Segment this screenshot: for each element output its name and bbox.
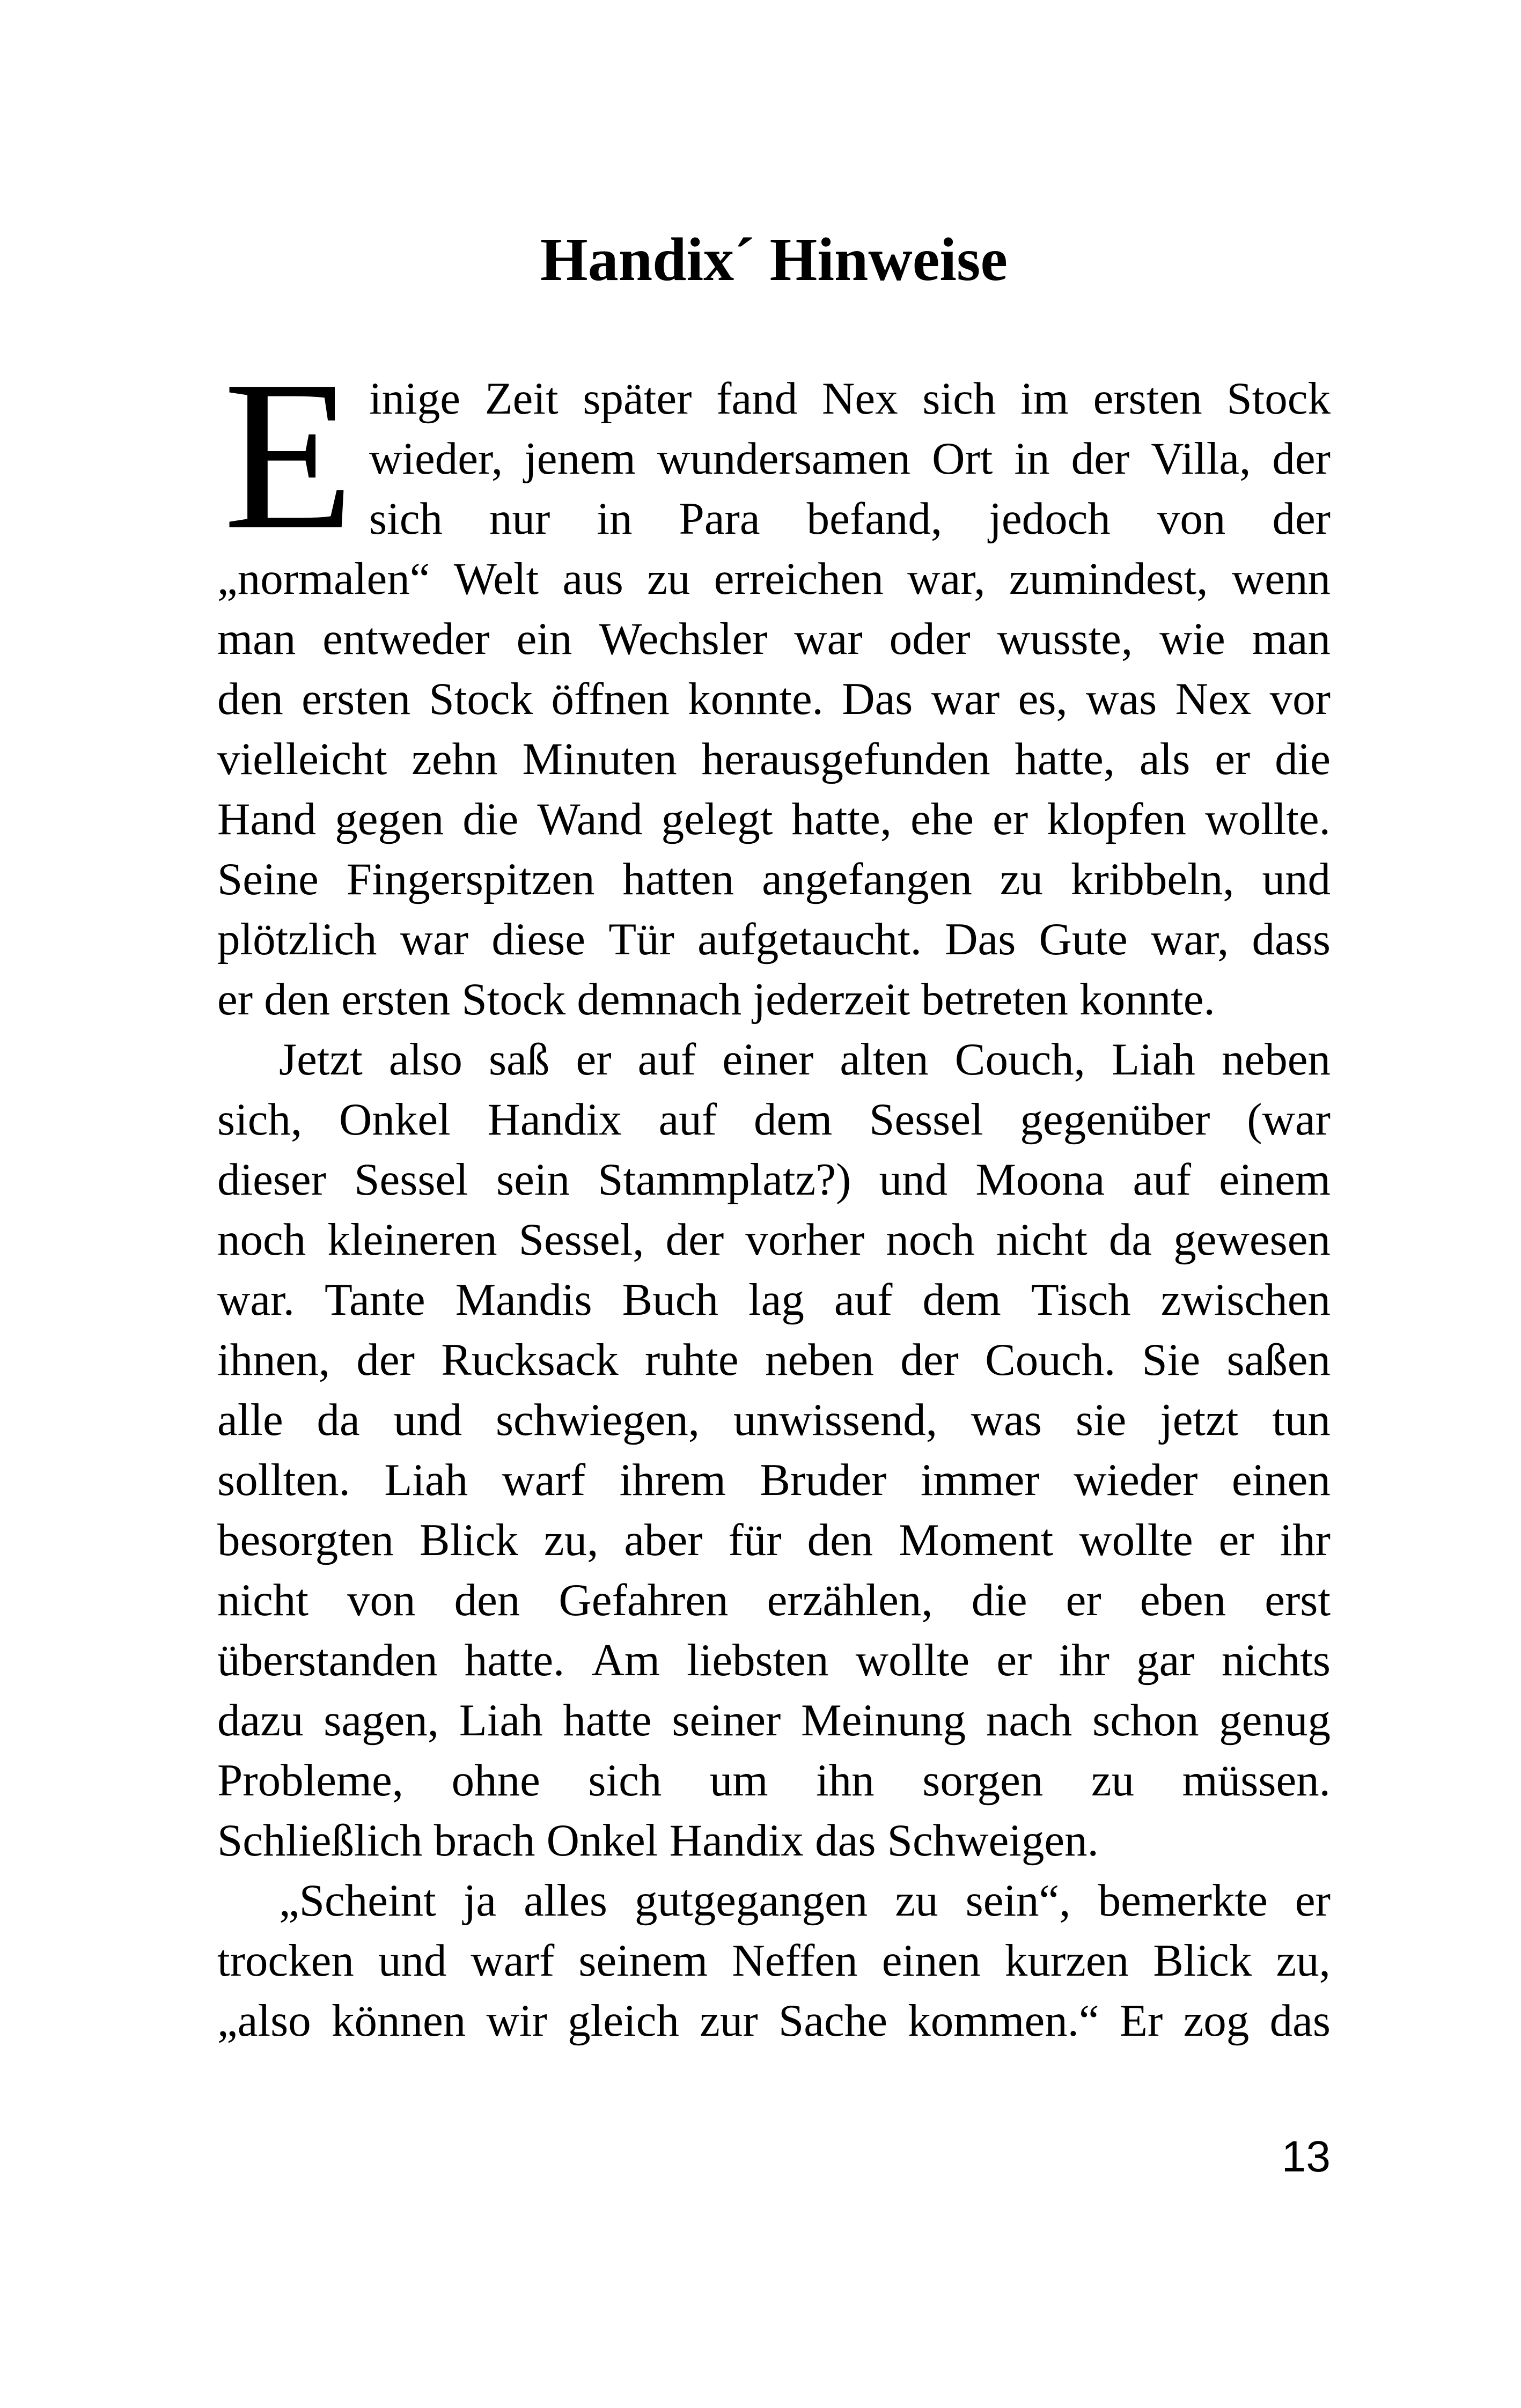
word: der — [1071, 433, 1130, 484]
paragraph-2 — [217, 1029, 1331, 1871]
word: den — [807, 1515, 873, 1565]
word: lag — [748, 1275, 804, 1325]
word: kribbeln, — [1071, 854, 1235, 904]
text-line — [217, 729, 1331, 789]
word: der — [665, 1214, 724, 1265]
word: Stock — [1226, 373, 1331, 424]
word: war. — [217, 1275, 295, 1325]
word: aber — [624, 1515, 703, 1565]
word: Handix — [487, 1094, 622, 1145]
word: also — [388, 1034, 462, 1085]
text-line — [217, 1750, 1331, 1810]
text-line — [217, 1991, 1331, 2051]
word: war — [794, 614, 863, 664]
word: Blick — [1153, 1935, 1252, 1986]
word: zu — [647, 554, 690, 604]
text-line — [217, 1510, 1331, 1570]
word: öffnen — [551, 674, 670, 724]
word: Am — [591, 1635, 660, 1685]
word: was — [971, 1395, 1042, 1445]
word: warf — [502, 1455, 586, 1505]
word: kommen.“ — [908, 1995, 1099, 2046]
word: aufgetaucht. — [697, 914, 922, 964]
text-line — [217, 1150, 1331, 1210]
text-line — [217, 1690, 1331, 1750]
word: sie — [1075, 1395, 1127, 1445]
word: vor — [1269, 674, 1331, 724]
word: man — [1252, 614, 1331, 664]
text-line — [217, 1570, 1331, 1630]
word: er — [576, 1034, 612, 1085]
paragraph-3 — [217, 1871, 1331, 2051]
word: besorgten — [217, 1515, 394, 1565]
word: es, — [1018, 674, 1068, 724]
word: dass — [1252, 914, 1331, 964]
word: hatte. — [464, 1635, 565, 1685]
word: das — [1269, 1995, 1331, 2046]
word: Gute — [1039, 914, 1128, 964]
word: wollte — [1079, 1515, 1193, 1565]
word: „Scheint — [279, 1875, 436, 1926]
word: trocken — [217, 1935, 354, 1986]
word: sorgen — [922, 1755, 1044, 1806]
word: können — [331, 1995, 466, 2046]
word: Mandis — [455, 1275, 592, 1325]
text-line: Schließlich brach Onkel Handix das Schweigen. — [217, 1815, 1099, 1866]
word: alle — [217, 1395, 283, 1445]
word: hatte — [563, 1695, 652, 1746]
word: als — [1139, 734, 1191, 784]
word: tun — [1272, 1395, 1331, 1445]
word: und — [393, 1395, 462, 1445]
word: die — [1275, 734, 1331, 784]
word: ohne — [451, 1755, 540, 1806]
word: Moment — [899, 1515, 1054, 1565]
word: Stock — [429, 674, 533, 724]
word: hatte, — [1015, 734, 1115, 784]
word: Moona — [975, 1154, 1105, 1205]
word: Nex — [822, 373, 898, 424]
word: plötzlich — [217, 914, 377, 964]
word: er — [996, 1635, 1032, 1685]
word: eben — [1140, 1575, 1226, 1625]
word: für — [728, 1515, 782, 1565]
word: „normalen“ — [217, 554, 430, 604]
word: konnte. — [688, 674, 824, 724]
word: erst — [1265, 1575, 1331, 1625]
word: Fingerspitzen — [346, 854, 595, 904]
word: von — [347, 1575, 416, 1625]
text-line: er den ersten Stock demnach jederzeit betreten konnte. — [217, 974, 1215, 1025]
word: ehe — [910, 794, 974, 844]
word: jedoch — [989, 494, 1111, 544]
word: Ort — [932, 433, 993, 484]
word: wundersamen — [657, 433, 910, 484]
word: befand, — [806, 494, 943, 544]
word: ersten — [1093, 373, 1202, 424]
word: Hand — [217, 794, 317, 844]
word: gar — [1136, 1635, 1195, 1685]
text-line — [217, 1931, 1331, 1991]
word: der — [1272, 494, 1331, 544]
text-line — [217, 1089, 1331, 1150]
word: Minuten — [522, 734, 677, 784]
word: zu — [1000, 854, 1044, 904]
word: die — [462, 794, 519, 844]
word: Tisch — [1031, 1275, 1131, 1325]
word: in — [1014, 433, 1050, 484]
word: er — [1066, 1575, 1101, 1625]
word: gegen — [335, 794, 444, 844]
text-line — [217, 429, 1331, 489]
word: Stammplatz?) — [598, 1154, 851, 1205]
word: neben — [765, 1335, 874, 1385]
word: hatte, — [791, 794, 892, 844]
word: klopfen — [1047, 794, 1187, 844]
word: Wechsler — [599, 614, 768, 664]
word: nur — [489, 494, 550, 544]
word: gelegt — [661, 794, 773, 844]
word: Liah — [384, 1455, 468, 1505]
page-number: 13 — [1281, 2132, 1331, 2181]
word: dem — [922, 1275, 1001, 1325]
word: später — [583, 373, 692, 424]
word: Neffen — [732, 1935, 858, 1986]
word: der — [356, 1335, 415, 1385]
word: oder — [889, 614, 971, 664]
word: Meinung — [801, 1695, 966, 1746]
word: jetzt — [1160, 1395, 1239, 1445]
text-line — [217, 669, 1331, 729]
word: von — [1157, 494, 1226, 544]
word: auf — [658, 1094, 717, 1145]
word: Jetzt — [279, 1034, 363, 1085]
word: zog — [1183, 1995, 1250, 2046]
word: um — [709, 1755, 768, 1806]
word: immer — [920, 1455, 1040, 1505]
word: man — [217, 614, 296, 664]
word: wollte — [855, 1635, 970, 1685]
text-line — [217, 489, 1331, 549]
word: erzählen, — [767, 1575, 933, 1625]
word: Das — [945, 914, 1016, 964]
word: einen — [881, 1935, 981, 1986]
word: Nex — [1175, 674, 1252, 724]
word: Welt — [453, 554, 539, 604]
word: sollten. — [217, 1455, 350, 1505]
word: und — [879, 1154, 948, 1205]
word: auf — [834, 1275, 893, 1325]
word: ruhte — [645, 1335, 739, 1385]
word: gleich — [568, 1995, 679, 2046]
word: Sessel — [869, 1094, 983, 1145]
word: ihr — [1280, 1515, 1331, 1565]
word: der — [900, 1335, 959, 1385]
text-line — [217, 1630, 1331, 1690]
word: er — [993, 794, 1028, 844]
word: erreichen — [714, 554, 884, 604]
word: zu — [895, 1875, 938, 1926]
text-line — [217, 369, 1331, 429]
word: Liah — [1112, 1034, 1195, 1085]
word: Sache — [778, 1995, 887, 2046]
word: kleineren — [327, 1214, 497, 1265]
word: vielleicht — [217, 734, 387, 784]
word: er — [1295, 1875, 1331, 1926]
word: auf — [637, 1034, 696, 1085]
word: jenem — [524, 433, 636, 484]
word: schwiegen, — [495, 1395, 700, 1445]
word: Liah — [459, 1695, 543, 1746]
word: nichts — [1221, 1635, 1331, 1685]
word: ihnen, — [217, 1335, 330, 1385]
chapter-title: Handix´ Hinweise — [540, 225, 1008, 293]
word: Rucksack — [441, 1335, 619, 1385]
word: zwischen — [1160, 1275, 1331, 1325]
word: dem — [753, 1094, 833, 1145]
word: da — [1108, 1214, 1152, 1265]
word: wieder, — [369, 433, 503, 484]
word: sagen, — [324, 1695, 439, 1746]
word: noch — [217, 1214, 306, 1265]
word: wusste, — [997, 614, 1133, 664]
text-line — [217, 1210, 1331, 1270]
word: ersten — [302, 674, 411, 724]
word: zu, — [543, 1515, 599, 1565]
word: Wand — [537, 794, 643, 844]
word: war — [931, 674, 1000, 724]
word: Seine — [217, 854, 319, 904]
word: die — [971, 1575, 1027, 1625]
word: nicht — [217, 1575, 308, 1625]
word: sich — [922, 373, 996, 424]
word: der — [1272, 433, 1331, 484]
word: Gefahren — [559, 1575, 729, 1625]
word: alles — [524, 1875, 607, 1926]
word: seiner — [672, 1695, 781, 1746]
word: und — [1262, 854, 1331, 904]
word: angefangen — [762, 854, 972, 904]
word: zu — [1091, 1755, 1135, 1806]
word: Bruder — [760, 1455, 887, 1505]
word: einen — [1231, 1455, 1331, 1505]
word: zumindest, — [1009, 554, 1208, 604]
word: genug — [1219, 1695, 1331, 1746]
word: wie — [1159, 614, 1225, 664]
word: Blick — [419, 1515, 518, 1565]
word: nicht — [996, 1214, 1088, 1265]
text-line — [217, 1871, 1331, 1931]
word: ihr — [1059, 1635, 1109, 1685]
word: den — [454, 1575, 520, 1625]
word: Couch. — [985, 1335, 1116, 1385]
word: hatten — [622, 854, 734, 904]
word: warf — [471, 1935, 555, 1986]
word: saß — [489, 1034, 550, 1085]
text-line — [217, 1270, 1331, 1330]
word: zehn — [412, 734, 498, 784]
word: zu, — [1276, 1935, 1331, 1986]
word: „also — [217, 1995, 311, 2046]
word: liebsten — [687, 1635, 829, 1685]
word: (war — [1247, 1094, 1331, 1145]
word: sich, — [217, 1094, 303, 1145]
word: diese — [491, 914, 585, 964]
word: gewesen — [1173, 1214, 1331, 1265]
word: den — [217, 674, 283, 724]
word: überstanden — [217, 1635, 438, 1685]
word: Tante — [325, 1275, 425, 1325]
word: da — [317, 1395, 360, 1445]
word: Das — [842, 674, 913, 724]
word: saßen — [1226, 1335, 1331, 1385]
drop-cap: E — [223, 336, 355, 574]
word: bemerkte — [1098, 1875, 1268, 1926]
word: Couch, — [954, 1034, 1085, 1085]
word: war, — [907, 554, 986, 604]
word: Sessel, — [518, 1214, 644, 1265]
word: müssen. — [1182, 1755, 1331, 1806]
word: ein — [516, 614, 572, 664]
text-line — [217, 849, 1331, 909]
text-line — [217, 1390, 1331, 1450]
word: fand — [716, 373, 798, 424]
word: herausgefunden — [701, 734, 990, 784]
word: entweder — [322, 614, 490, 664]
text-line — [217, 1450, 1331, 1510]
word: Onkel — [339, 1094, 451, 1145]
word: er — [1218, 1515, 1254, 1565]
word: sein — [496, 1154, 570, 1205]
text-line — [217, 609, 1331, 669]
word: aus — [562, 554, 623, 604]
word: wenn — [1231, 554, 1331, 604]
text-line — [217, 549, 1331, 609]
word: alten — [840, 1034, 929, 1085]
word: sich — [369, 494, 443, 544]
word: und — [378, 1935, 447, 1986]
word: noch — [886, 1214, 975, 1265]
word: ihn — [816, 1755, 875, 1806]
word: Zeit — [484, 373, 559, 424]
word: in — [597, 494, 633, 544]
text-line — [217, 789, 1331, 849]
text-line — [217, 1029, 1331, 1089]
word: seinem — [578, 1935, 708, 1986]
word: ja — [463, 1875, 497, 1926]
word: Sessel — [354, 1154, 468, 1205]
paragraph-1 — [217, 369, 1331, 1029]
word: Buch — [622, 1275, 719, 1325]
body-text — [217, 336, 1331, 2051]
word: neben — [1222, 1034, 1331, 1085]
word: sein“, — [965, 1875, 1071, 1926]
word: wollte. — [1205, 794, 1331, 844]
word: gegenüber — [1020, 1094, 1210, 1145]
text-line — [217, 909, 1331, 969]
word: einem — [1219, 1154, 1331, 1205]
word: Tür — [608, 914, 674, 964]
word: sich — [588, 1755, 662, 1806]
word: vorher — [745, 1214, 865, 1265]
word: schon — [1092, 1695, 1199, 1746]
word: gutgegangen — [634, 1875, 868, 1926]
word: auf — [1133, 1154, 1192, 1205]
word: er — [1215, 734, 1251, 784]
word: Probleme, — [217, 1755, 404, 1806]
word: Sie — [1142, 1335, 1201, 1385]
word: wir — [486, 1995, 547, 2046]
word: im — [1020, 373, 1069, 424]
word: war, — [1151, 914, 1229, 964]
text-line — [217, 1330, 1331, 1390]
word: dazu — [217, 1695, 304, 1746]
word: war — [400, 914, 469, 964]
word: Villa, — [1151, 433, 1251, 484]
word: nach — [986, 1695, 1072, 1746]
word: dieser — [217, 1154, 326, 1205]
word: ihrem — [619, 1455, 726, 1505]
word: wieder — [1074, 1455, 1198, 1505]
word: Er — [1120, 1995, 1163, 2046]
word: kurzen — [1004, 1935, 1129, 1986]
word: was — [1086, 674, 1157, 724]
word: zur — [700, 1995, 758, 2046]
word: einer — [722, 1034, 814, 1085]
word: unwissend, — [733, 1395, 937, 1445]
word: Para — [679, 494, 760, 544]
word: inige — [369, 373, 460, 424]
